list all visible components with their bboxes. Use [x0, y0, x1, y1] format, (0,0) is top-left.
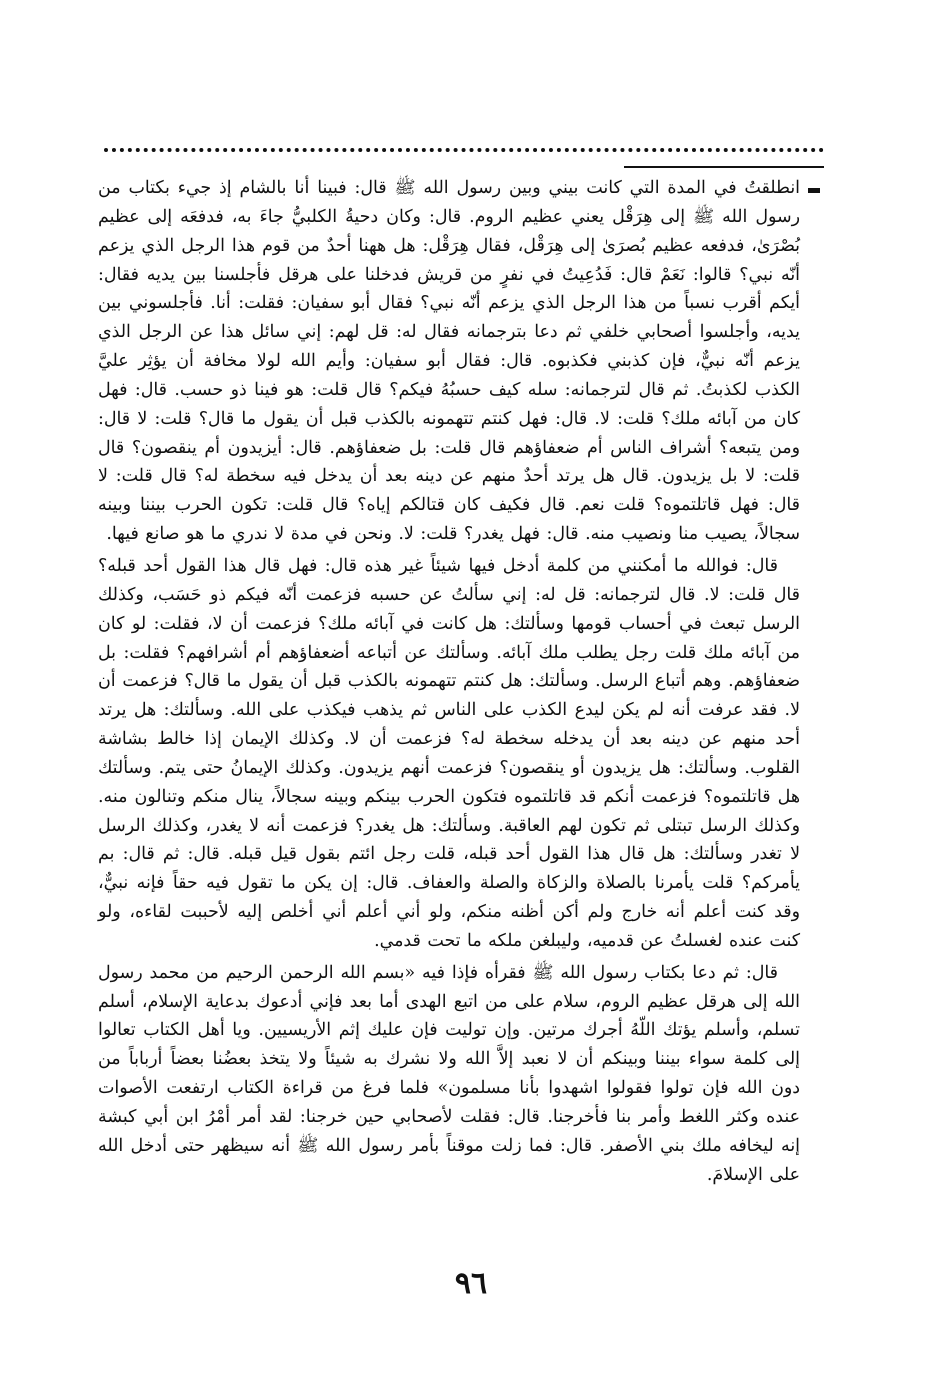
paragraph-3: قال: ثم دعا بكتاب رسول الله ﷺ فقرأه فإذا فيه «بسم الله الرحمن الرحيم من محمد رسول الله إلى هرقل عظيم الروم، سلام على من اتبع الهدى أما بعد فإني أدعوك بدعاية الإسلام، أسلم تسلم، وأسلم يؤتك اللّهُ أجرك مرتين. وإن توليت فإن عليك إثم الأريسيين. ويا أهل الكتاب تعالوا إلى كلمة سواء بيننا وبينكم أن لا نعبد إلاَّ الله ولا نشرك به شيئاً ولا يتخذ بعضُنا بعضاً أرباباً من دون الله فإن تولوا فقولوا اشهدوا بأنا مسلمون» فلما فرغ من قراءة الكتاب ارتفعت الأصوات عنده وكثر اللغط وأمر بنا فأخرجنا. قال: فقلت لأصحابي حين خرجنا: لقد أمر أمْرُ ابن أبي كبشة إنه ليخافه ملك بني الأصفر. قال: فما زلت موقناً بأمر رسول الله ﷺ أنه سيظهر حتى أدخل الله على الإسلامَ. — [98, 962, 800, 1185]
dotted-separator — [104, 148, 824, 152]
footnote-rule — [624, 166, 824, 168]
paragraph-2: قال: فوالله ما أمكنني من كلمة أدخل فيها شيئاً غير هذه قال: فهل قال هذا القول أحد قبله؟ قال قلت: لا. قال لترجمانه: قل له: إني سألتُ عن حسبه فزعمت أنّه فيكم ذو حَسَب، وكذلك الرسل تبعث في أحساب قومها وسألتك: هل كانت في آبائه ملك؟ فزعمت أن لا، فقلت: لو كان من آبائه ملك قلت رجل يطلب ملك آبائه. وسألتك عن أتباعه أضعفاؤهم أم أشرافهم؟ فقلت: بل ضعفاؤهم. وهم أتباع الرسل. وسألتك: هل كنتم تتهمونه بالكذب قبل أن يقول ما قال؟ فزعمت أن لا. فقد عرفت أنه لم يكن ليدع الكذب على الناس ثم يذهب فيكذب على الله. وسألتك: هل يرتد أحد منهم عن دينه بعد أن يدخله سخطة له؟ فزعمت أن لا. وكذلك الإيمان إذا خالط بشاشة القلوب. وسألتك: هل يزيدون أو ينقصون؟ فزعمت أنهم يزيدون. وكذلك الإيمانُ حتى يتم. وسألتك هل قاتلتموه؟ فزعمت أنكم قد قاتلتموه فتكون الحرب بينكم وبينه سجالاً، ينال منكم وتنالون منه. وكذلك الرسل تبتلى ثم تكون لهم العاقبة. وسألتك: هل يغدر؟ فزعمت أنه لا يغدر، وكذلك الرسل لا تغدر وسألتك: هل قال هذا القول أحد قبله، قلت رجل ائتم بقول قيل قبله. قال: ثم قال: بم يأمركم؟ قلت يأمرنا بالصلاة والزكاة والصلة والعفاف. قال: إن يكن ما تقول فيه حقاً فإنه نبيٌّ، وقد كنت أعلم أنه خارج ولم أكن أظنه منكم، ولو أني أعلم أني أخلص إليه لأحببت لقاءه، ولو كنت عنده لغسلتُ عن قدميه، وليبلغن ملكه ما تحت قدمي. — [98, 555, 800, 951]
body-text — [98, 174, 800, 1190]
page-number: ٩٦ — [454, 1266, 488, 1301]
paragraph-1: انطلقتُ في المدة التي كانت بيني وبين رسول الله ﷺ قال: فبينا أنا بالشام إذ جيء بكتاب من رسول الله ﷺ إلى هِرَقْل يعني عظيم الروم. قال: وكان دحيةُ الكلبيُّ جاءَ به، فدفعَه إلى عظيم بُصْرَىٰ، فدفعه عظيم بُصرَىٰ إلى هِرَقْل، فقال هِرَقْل: هل ههنا أحدٌ من قوم هذا الرجل الذي يزعم أنّه نبي؟ قالوا: نَعَمْ قال: فَدُعِيتُ في نفرٍ من قريش فدخلنا على هرقل فأجلسنا بين يديه فقال: أيكم أقرب نسباً من هذا الرجل الذي يزعم أنّه نبي؟ فقال أبو سفيان: فقلت: أنا. فأجلسوني بين يديه، وأجلسوا أصحابي خلفي ثم دعا بترجمانه فقال له: قل لهم: إني سائل هذا عن الرجل الذي يزعم أنّه نبيٌّ، فإن كذبني فكذبوه. قال: فقال أبو سفيان: وأيم الله لولا مخافة أن يؤثِر عليَّ الكذب لكذبتُ. ثم قال لترجمانه: سله كيف حسبُهُ فيكم؟ قال قلت: هو فينا ذو حسب. قال: فهل كان من آبائه ملك؟ قلت: لا. قال: فهل كنتم تتهمونه بالكذب قبل أن يقول ما قال؟ قلت: لا قال: ومن يتبعه؟ أشراف الناس أم ضعفاؤهم قال قلت: بل ضعفاؤهم. قال: أيزيدون أم ينقصون؟ قال قلت: لا بل يزيدون. قال هل يرتد أحدٌ منهم عن دينه بعد أن يدخل فيه سخطة له؟ قال قلت: لا قال: فهل قاتلتموه؟ قلت نعم. قال فكيف كان قتالكم إياه؟ قال قلت: تكون الحرب بيننا وبينه سجالاً، يصيب منا ونصيب منه. قال: فهل يغدر؟ قلت: لا. ونحن في مدة لا ندري ما هو صانع فيها. — [98, 178, 800, 545]
footnote-marker — [808, 188, 820, 193]
